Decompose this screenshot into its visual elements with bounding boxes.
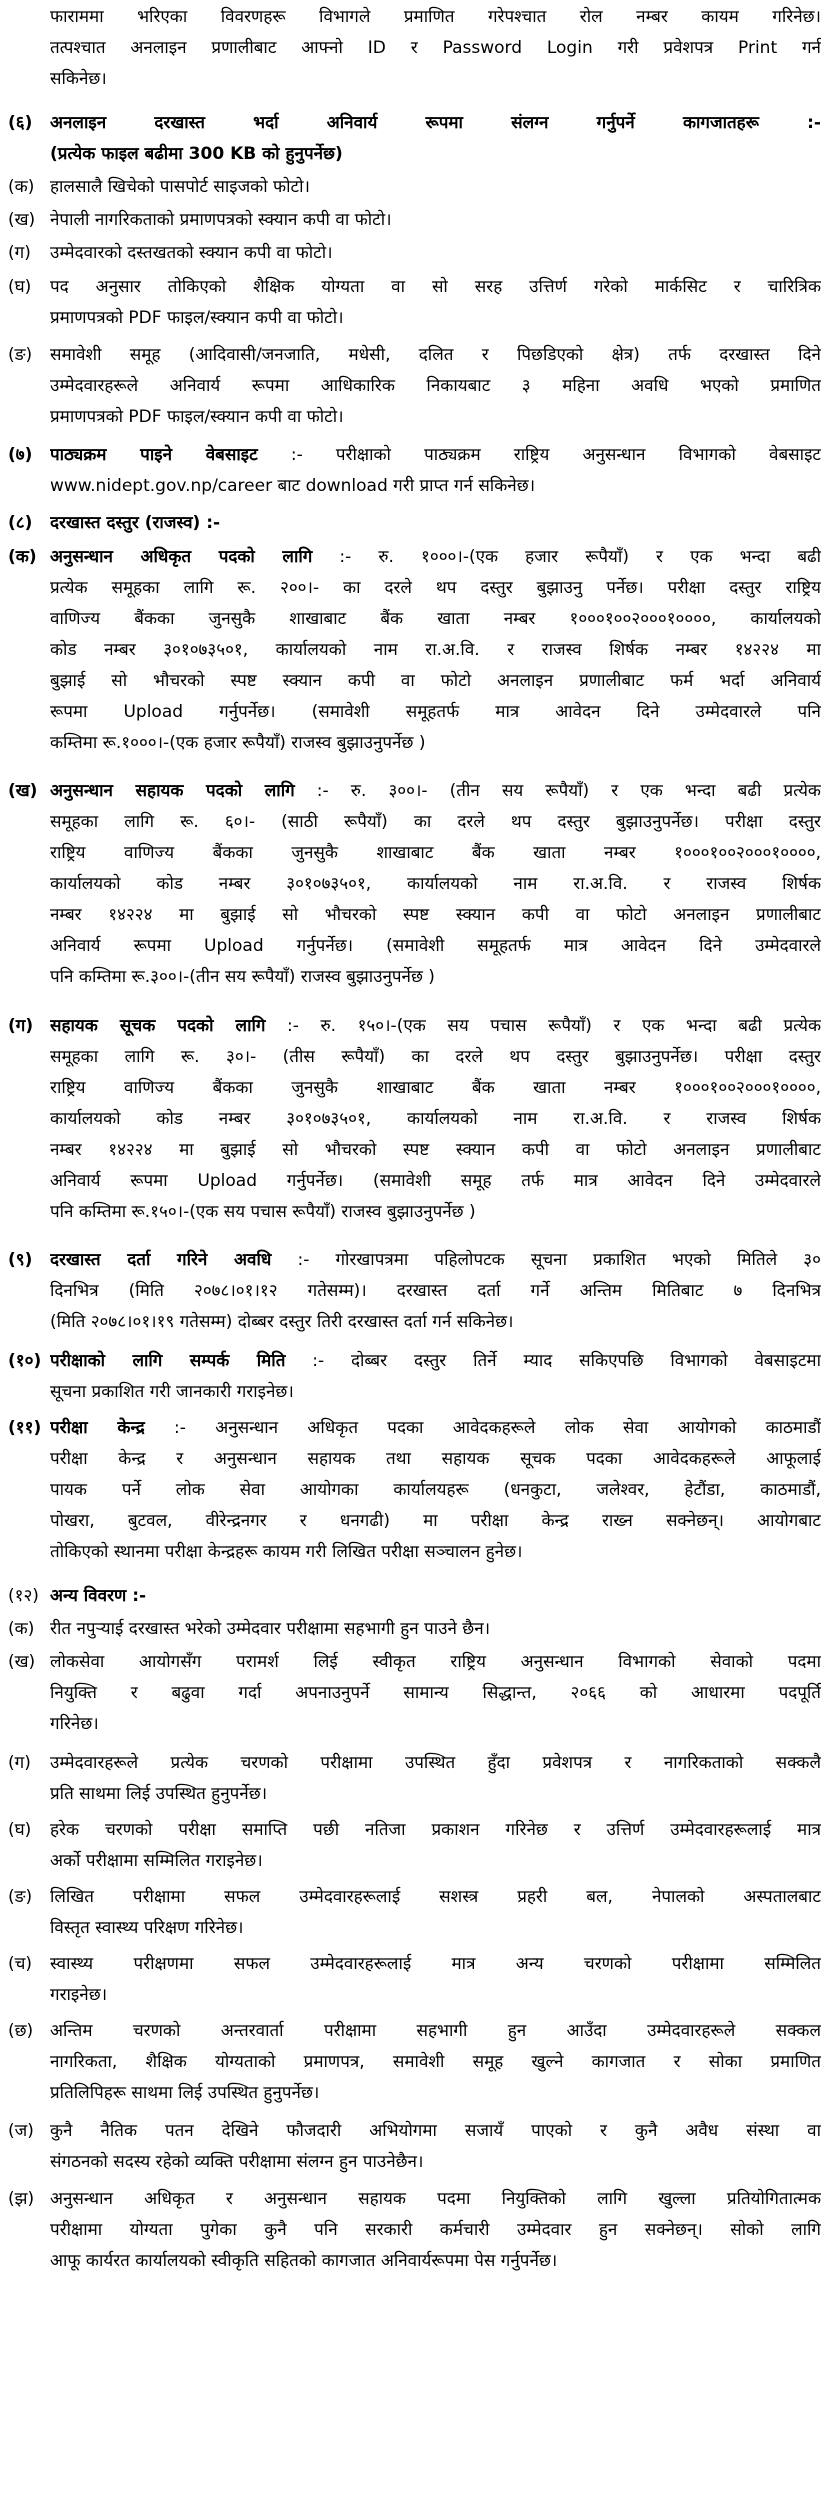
text-line: हालसालै खिचेको पासपोर्ट साइजको फोटो।: [50, 177, 310, 197]
text-line: प्रमाणपत्रको PDF फाइल/स्क्यान कपी वा फोटो।: [50, 308, 344, 328]
text-line: समूहका लागि रू. ६०।- (साठी रूपैयाँ) का दरले थप दस्तुर बुझाउनुपर्नेछ। परीक्षा दस्तुर: [50, 812, 821, 832]
heading-phrase: अनुसन्धान सहायक पदको लागि: [50, 781, 295, 801]
text-line: उम्मेदवारहरूले अनिवार्य रूपमा आधिकारिक निकायबाट ३ महिना अवधि भएको प्रमाणित: [50, 376, 821, 396]
item-number: (घ): [8, 277, 32, 297]
notice-item: [0, 238, 831, 269]
notice-item: [0, 272, 831, 334]
notice-item: [0, 1581, 831, 1612]
heading-phrase: परीक्षा केन्द्र: [50, 1418, 145, 1438]
text-line: परीक्षा केन्द्र र अनुसन्धान सहायक तथा सहायक सूचक पदका आवेदकहरूले आफूलाई: [50, 1449, 821, 1469]
notice-item: [0, 1413, 831, 1568]
item-number: (ख): [8, 1652, 36, 1672]
item-number: (झ): [8, 2189, 35, 2209]
line-rest: :- परीक्षाको पाठ्यक्रम राष्ट्रिय अनुसन्धान विभागको वेबसाइट: [257, 445, 821, 465]
item-text: [50, 776, 831, 993]
item-number: (ङ): [8, 345, 33, 365]
text-line: सूचना प्रकाशित गरी जानकारी गराइनेछ।: [50, 1382, 294, 1402]
notice-item: [0, 2016, 831, 2109]
notice-item: [0, 1949, 831, 2011]
text-line: [50, 1413, 821, 1444]
text-line: पनि कम्तिमा रू.१५०।-(एक सय पचास रूपैयाँ) राजस्व बुझाउनुपर्नेछ ): [50, 1202, 476, 1222]
item-text: [0, 2, 831, 95]
text-line: (मिति २०७८।०१।१९ गतेसम्म) दोब्बर दस्तुर तिरी दरखास्त दर्ता गर्न सकिनेछ।: [50, 1312, 514, 1332]
line-rest: :- गोरखापत्रमा पहिलोपटक सूचना प्रकाशित भएको मितिले ३०: [271, 1250, 821, 1270]
text-line: सकिनेछ।: [50, 69, 107, 89]
line-rest: :- रु. १५०।-(एक सय पचास रूपैयाँ) र एक भन्दा बढी प्रत्येक: [265, 1016, 821, 1036]
item-number: (छ): [8, 2021, 34, 2041]
line-rest: :- अनुसन्धान अधिकृत पदका आवेदकहरूले लोक सेवा आयोगको काठमाडौं: [144, 1418, 821, 1438]
text-line: कम्तिमा रू.१०००।-(एक हजार रूपैयाँ) राजस्व बुझाउनुपर्नेछ ): [50, 733, 426, 753]
text-line: नेपाली नागरिकताको प्रमाणपत्रको स्क्यान कपी वा फोटो।: [50, 210, 392, 230]
text-line: फाराममा भरिएका विवरणहरू विभागले प्रमाणित गरेपश्चात रोल नम्बर कायम गरिनेछ।: [50, 7, 821, 27]
item-number: (७): [8, 445, 33, 465]
text-line: रीत नपुऱ्याई दरखास्त भरेको उम्मेदवार परीक्षामा सहभागी हुन पाउने छैन।: [50, 1619, 491, 1639]
text-line: पोखरा, बुटवल, वीरेन्द्रनगर र धनगढी) मा परीक्षा केन्द्र राख्न सक्नेछन्। आयोगबाट: [50, 1511, 821, 1531]
item-text: [50, 205, 831, 236]
item-number: (९): [8, 1250, 33, 1270]
notice-item: [0, 1011, 831, 1228]
text-line: नम्बर १४२२४ मा बुझाई सो भौचरको स्पष्ट स्क्यान कपी वा फोटो अनलाइन प्रणालीबाट: [50, 905, 821, 925]
text-line: [50, 440, 821, 471]
text-line: अन्य विवरण :-: [50, 1586, 147, 1606]
text-line: तोकिएको स्थानमा परीक्षा केन्द्रहरू कायम गरी लिखित परीक्षा सञ्चालन हुनेछ।: [50, 1542, 523, 1562]
item-number: (११): [8, 1418, 42, 1438]
heading-phrase: परीक्षाको लागि सम्पर्क मिति: [50, 1351, 286, 1371]
item-number: (क): [8, 1619, 35, 1639]
text-line: वाणिज्य बैंकका जुनसुकै शाखाबाट बैंक खाता नम्बर १०००१००२०००१००००, कार्यालयको: [50, 609, 821, 629]
item-text: [50, 2016, 831, 2109]
notice-item: [0, 1245, 831, 1338]
item-number: (६): [8, 113, 33, 133]
text-line: कोड नम्बर ३०१०७३५०१, कार्यालयको नाम रा.अ.वि. र राजस्व शिर्षक नम्बर १४२२४ मा: [50, 640, 821, 660]
heading-phrase: दरखास्त दर्ता गरिने अवधि: [50, 1250, 272, 1270]
heading-phrase: सहायक सूचक पदको लागि: [50, 1016, 266, 1036]
item-text: [50, 542, 831, 759]
text-line: अनिवार्य रूपमा Upload गर्नुपर्नेछ। (समावेशी समूहतर्फ मात्र आवेदन दिने उम्मेदवारले: [50, 936, 821, 956]
text-line: अनिवार्य रूपमा Upload गर्नुपर्नेछ। (समावेशी समूह तर्फ मात्र आवेदन दिने उम्मेदवारले: [50, 1171, 821, 1191]
notice-item: [0, 1815, 831, 1877]
text-line: गरिनेछ।: [50, 1714, 99, 1734]
item-text: [50, 108, 831, 170]
notice-item: [0, 1748, 831, 1810]
text-line: प्रत्येक समूहका लागि रू. २००।- का दरले थप दस्तुर बुझाउनु पर्नेछ। परीक्षा दस्तुर राष्ट्रिय: [50, 578, 821, 598]
line-rest: :- रु. ३००।- (तीन सय रूपैयाँ) र एक भन्दा बढी प्रत्येक: [294, 781, 821, 801]
notice-item: [0, 2, 831, 95]
notice-item: [0, 340, 831, 433]
text-line: प्रति साथमा लिई उपस्थित हुनुपर्नेछ।: [50, 1784, 268, 1804]
item-text: [50, 2184, 831, 2277]
text-line: (प्रत्येक फाइल बढीमा 300 KB को हुनुपर्नेछ): [50, 144, 343, 164]
notice-item: [0, 542, 831, 759]
text-line: अन्तिम चरणको अन्तरवार्ता परीक्षामा सहभागी हुन आउँदा उम्मेदवारहरूले सक्कल: [50, 2021, 821, 2041]
text-line: पायक पर्ने लोक सेवा आयोगका कार्यालयहरू (धनकुटा, जलेश्वर, हेटौंडा, काठमाडौं,: [50, 1480, 821, 1500]
item-text: [50, 1748, 831, 1810]
item-text: [50, 1882, 831, 1944]
notice-item: [0, 1882, 831, 1944]
text-line: अनुसन्धान अधिकृत र अनुसन्धान सहायक पदमा नियुक्तिको लागि खुल्ला प्रतियोगितात्मक: [50, 2189, 821, 2209]
text-line: गराइनेछ।: [50, 1985, 108, 2005]
text-line: नागरिकता, शैक्षिक योग्यताको प्रमाणपत्र, समावेशी समूह खुल्ने कागजात र सोका प्रमाणित: [50, 2052, 821, 2072]
text-line: परीक्षामा योग्यता पुगेका कुनै पनि सरकारी कर्मचारी उम्मेदवार हुन सक्नेछन्। सोको लागि: [50, 2220, 821, 2240]
notice-item: [0, 205, 831, 236]
item-text: [50, 172, 831, 203]
text-line: समावेशी समूह (आदिवासी/जनजाति, मधेसी, दलित र पिछडिएको क्षेत्र) तर्फ दरखास्त दिने: [50, 345, 821, 365]
text-line: प्रतिलिपिहरू साथमा लिई उपस्थित हुनुपर्नेछ।: [50, 2083, 320, 2103]
item-number: (ग): [8, 1016, 34, 1036]
line-rest: :- दोब्बर दस्तुर तिर्ने म्याद सकिएपछि विभागको वेबसाइटमा: [285, 1351, 821, 1371]
text-line: दरखास्त दस्तुर (राजस्व) :-: [50, 513, 221, 533]
notice-item: [0, 108, 831, 170]
item-text: [50, 1581, 831, 1612]
text-line: लिखित परीक्षामा सफल उम्मेदवारहरूलाई सशस्त्र प्रहरी बल, नेपालको अस्पतालबाट: [50, 1887, 821, 1907]
item-number: (१२): [8, 1586, 39, 1606]
text-line: लोकसेवा आयोगसँग परामर्श लिई स्वीकृत राष्ट्रिय अनुसन्धान विभागको सेवाको पदमा: [50, 1652, 821, 1672]
text-line: दिनभित्र (मिति २०७८।०१।१२ गतेसम्म)। दरखास्त दर्ता गर्ने अन्तिम मितिबाट ७ दिनभित्र: [50, 1281, 821, 1301]
item-text: [50, 272, 831, 334]
item-text: [50, 1614, 831, 1645]
text-line: अनलाइन दरखास्त भर्दा अनिवार्य रूपमा संलग्न गर्नुपर्ने कागजातहरू :-: [50, 113, 821, 133]
item-number: (ज): [8, 2121, 34, 2141]
notice-item: [0, 1647, 831, 1740]
text-line: आफू कार्यरत कार्यालयको स्वीकृति सहितको कागजात अनिवार्यरूपमा पेस गर्नुपर्नेछ।: [50, 2251, 558, 2271]
item-number: (ख): [8, 210, 36, 230]
text-line: तत्पश्चात अनलाइन प्रणालीबाट आफ्नो ID र Password Login गरी प्रवेशपत्र Print गर्न: [50, 38, 821, 58]
item-text: [50, 1815, 831, 1877]
text-line: कुनै नैतिक पतन देखिने फौजदारी अभियोगमा सजायँ पाएको र कुनै अवैध संस्था वा: [50, 2121, 821, 2141]
notice-item: [0, 776, 831, 993]
item-number: (क): [8, 177, 35, 197]
text-line: उम्मेदवारहरूले प्रत्येक चरणको परीक्षामा उपस्थित हुँदा प्रवेशपत्र र नागरिकताको सक्कलै: [50, 1753, 821, 1773]
text-line: बुझाई सो भौचरको स्पष्ट स्क्यान कपी वा फोटो अनलाइन प्रणालीबाट फर्म भर्दा अनिवार्य: [50, 671, 821, 691]
heading-phrase: पाठ्यक्रम पाइने वेबसाइट: [50, 445, 258, 465]
text-line: [50, 542, 821, 573]
item-text: [50, 1011, 831, 1228]
notice-item: [0, 1346, 831, 1408]
text-line: कार्यालयको कोड नम्बर ३०१०७३५०१, कार्यालयको नाम रा.अ.वि. र राजस्व शिर्षक: [50, 1109, 821, 1129]
heading-phrase: अनुसन्धान अधिकृत पदको लागि: [50, 547, 313, 567]
item-text: [50, 1949, 831, 2011]
text-line: स्वास्थ्य परीक्षणमा सफल उम्मेदवारहरूलाई मात्र अन्य चरणको परीक्षामा सम्मिलित: [50, 1954, 821, 1974]
item-text: [50, 1245, 831, 1338]
text-line: [50, 1245, 821, 1276]
text-line: प्रमाणपत्रको PDF फाइल/स्क्यान कपी वा फोटो।: [50, 407, 344, 427]
item-number: (८): [8, 513, 33, 533]
text-line: संगठनको सदस्य रहेको व्यक्ति परीक्षामा संलग्न हुन पाउनेछैन।: [50, 2152, 424, 2172]
text-line: [50, 776, 821, 807]
text-line: हरेक चरणको परीक्षा समाप्ति पछी नतिजा प्रकाशन गरिनेछ र उत्तिर्ण उम्मेदवारहरूलाई मात्र: [50, 1820, 821, 1840]
text-line: विस्तृत स्वास्थ्य परिक्षण गरिनेछ।: [50, 1918, 244, 1938]
item-text: [50, 2116, 831, 2178]
item-number: (ख): [8, 781, 38, 801]
text-line: नियुक्ति र बढुवा गर्दा अपनाउनुपर्ने सामान्य सिद्धान्त, २०६६ को आधारमा पदपूर्ति: [50, 1683, 821, 1703]
notice-item: [0, 1614, 831, 1645]
text-line: राष्ट्रिय वाणिज्य बैंकका जुनसुकै शाखाबाट बैंक खाता नम्बर १०००१००२०००१००००,: [50, 843, 821, 863]
text-line: राष्ट्रिय वाणिज्य बैंकका जुनसुकै शाखाबाट बैंक खाता नम्बर १०००१००२०००१००००,: [50, 1078, 821, 1098]
item-number: (ङ): [8, 1887, 33, 1907]
line-rest: :- रु. १०००।-(एक हजार रूपैयाँ) र एक भन्दा बढी: [312, 547, 821, 567]
item-number: (१०): [8, 1351, 42, 1371]
text-line: पनि कम्तिमा रू.३००।-(तीन सय रूपैयाँ) राजस्व बुझाउनुपर्नेछ ): [50, 967, 435, 987]
notice-item: [0, 508, 831, 539]
item-text: [50, 238, 831, 269]
text-line: उम्मेदवारको दस्तखतको स्क्यान कपी वा फोटो।: [50, 243, 333, 263]
item-number: (क): [8, 547, 37, 567]
item-text: [50, 340, 831, 433]
item-text: [50, 1647, 831, 1740]
item-text: [50, 1346, 831, 1408]
item-text: [50, 508, 831, 539]
item-number: (ग): [8, 243, 31, 263]
text-line: पद अनुसार तोकिएको शैक्षिक योग्यता वा सो सरह उत्तिर्ण गरेको मार्कसिट र चारित्रिक: [50, 277, 821, 297]
text-line: [50, 1011, 821, 1042]
text-line: कार्यालयको कोड नम्बर ३०१०७३५०१, कार्यालयको नाम रा.अ.वि. र राजस्व शिर्षक: [50, 874, 821, 894]
text-line: www.nidept.gov.np/career बाट download गरी प्राप्त गर्न सकिनेछ।: [50, 476, 536, 496]
item-text: [50, 440, 831, 502]
notice-item: [0, 172, 831, 203]
notice-item: [0, 440, 831, 502]
item-number: (च): [8, 1954, 33, 1974]
item-text: [50, 1413, 831, 1568]
notice-item: [0, 2184, 831, 2277]
item-number: (ग): [8, 1753, 31, 1773]
notice-item: [0, 2116, 831, 2178]
text-line: [50, 1346, 821, 1377]
text-line: समूहका लागि रू. ३०।- (तीस रूपैयाँ) का दरले थप दस्तुर बुझाउनुपर्नेछ। परीक्षा दस्तुर: [50, 1047, 821, 1067]
text-line: रूपमा Upload गर्नुपर्नेछ। (समावेशी समूहतर्फ मात्र आवेदन दिने उम्मेदवारले पनि: [50, 702, 821, 722]
text-line: अर्को परीक्षामा सम्मिलित गराइनेछ।: [50, 1851, 263, 1871]
item-number: (घ): [8, 1820, 32, 1840]
text-line: नम्बर १४२२४ मा बुझाई सो भौचरको स्पष्ट स्क्यान कपी वा फोटो अनलाइन प्रणालीबाट: [50, 1140, 821, 1160]
